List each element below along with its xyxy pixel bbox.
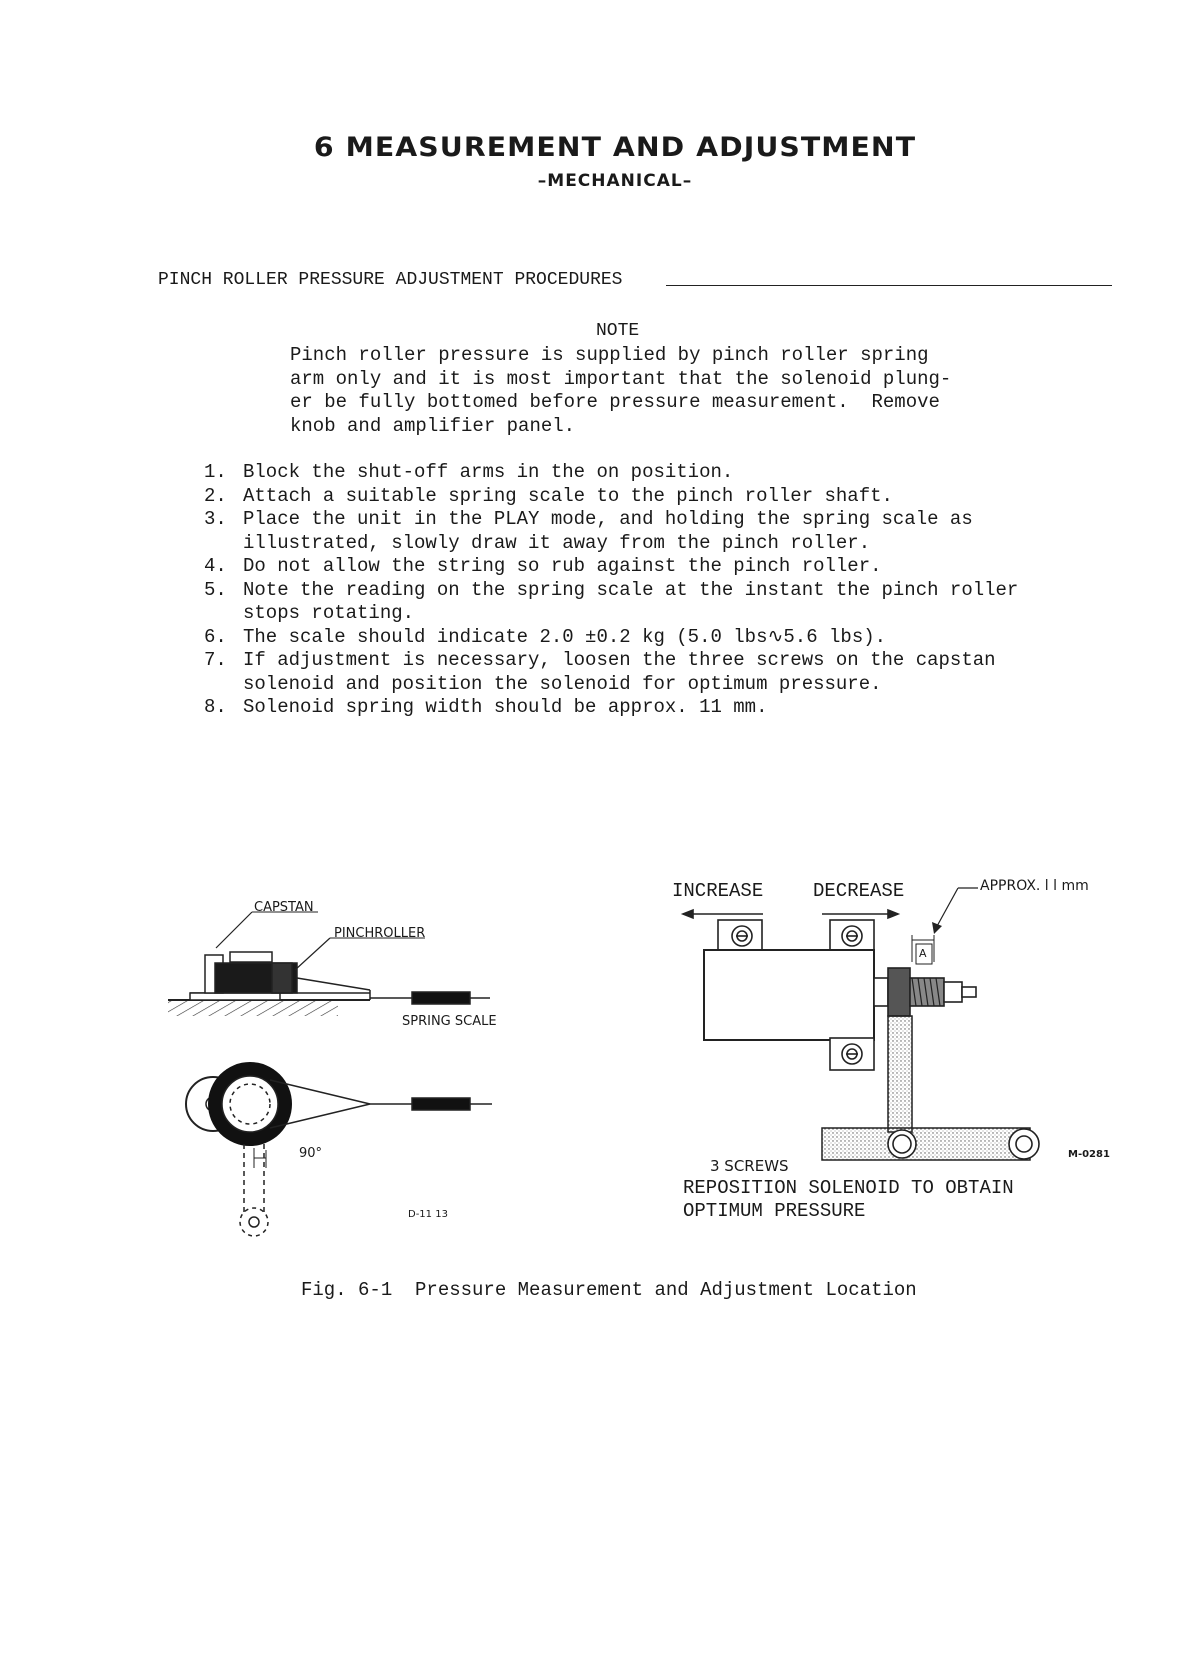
side-view-illustration bbox=[168, 912, 490, 1016]
note-line: er be fully bottomed before pressure measurement. Remove bbox=[290, 391, 940, 413]
page-subtitle: –MECHANICAL– bbox=[537, 171, 693, 191]
reposition-instruction-line1: REPOSITION SOLENOID TO OBTAIN bbox=[683, 1177, 1014, 1199]
section-heading: PINCH ROLLER PRESSURE ADJUSTMENT PROCEDURES bbox=[158, 270, 623, 290]
figure-caption: Fig. 6-1 Pressure Measurement and Adjustment Location bbox=[301, 1279, 917, 1301]
step-number: 2. bbox=[204, 484, 227, 507]
dimension-a-label: A bbox=[919, 947, 927, 960]
step-number: 3. bbox=[204, 508, 227, 530]
step-text: solenoid and position the solenoid for optimum pressure. bbox=[243, 672, 882, 695]
screws-label: 3 SCREWS bbox=[710, 1157, 789, 1175]
note-line: Pinch roller pressure is supplied by pinch roller spring bbox=[290, 344, 929, 366]
step-text: Attach a suitable spring scale to the pinch roller shaft. bbox=[243, 484, 893, 507]
step-text: Place the unit in the PLAY mode, and holding the spring scale as bbox=[243, 508, 973, 530]
step-text: Solenoid spring width should be approx. 11 mm. bbox=[243, 696, 768, 718]
note-heading: NOTE bbox=[596, 321, 640, 341]
step-number: 1. bbox=[204, 461, 227, 483]
step-text: Block the shut-off arms in the on position. bbox=[243, 461, 734, 483]
increase-label: INCREASE bbox=[672, 880, 764, 902]
reposition-instruction-line2: OPTIMUM PRESSURE bbox=[683, 1200, 866, 1222]
step-number: 6. bbox=[204, 625, 227, 648]
note-line: knob and amplifier panel. bbox=[290, 414, 576, 437]
figure-code-right: M-0281 bbox=[1068, 1149, 1110, 1160]
figure-code-left: D-11 13 bbox=[408, 1209, 448, 1220]
step-text: Do not allow the string so rub against the pinch roller. bbox=[243, 555, 882, 577]
solenoid-adjustment-illustration bbox=[683, 888, 1039, 1160]
step-number: 7. bbox=[204, 649, 227, 671]
step-text: If adjustment is necessary, loosen the three screws on the capstan bbox=[243, 649, 996, 671]
step-number: 4. bbox=[204, 555, 227, 577]
page-title: 6 MEASUREMENT AND ADJUSTMENT bbox=[313, 132, 917, 163]
step-text: illustrated, slowly draw it away from the pinch roller. bbox=[243, 531, 871, 554]
step-number: 8. bbox=[204, 696, 227, 718]
approx-label: APPROX. l l mm bbox=[980, 878, 1089, 894]
step-text: The scale should indicate 2.0 ±0.2 kg (5.0 lbs∿5.6 lbs). bbox=[243, 625, 887, 648]
step-text: Note the reading on the spring scale at the instant the pinch roller bbox=[243, 578, 1019, 601]
spring-scale-label: SPRING SCALE bbox=[402, 1014, 497, 1029]
note-line: arm only and it is most important that the solenoid plung- bbox=[290, 367, 952, 390]
step-text: stops rotating. bbox=[243, 602, 415, 624]
pinchroller-label: PINCHROLLER bbox=[334, 926, 426, 941]
capstan-label: CAPSTAN bbox=[254, 900, 314, 915]
angle-label: 90° bbox=[299, 1146, 323, 1161]
decrease-label: DECREASE bbox=[813, 880, 905, 902]
step-number: 5. bbox=[204, 578, 227, 601]
